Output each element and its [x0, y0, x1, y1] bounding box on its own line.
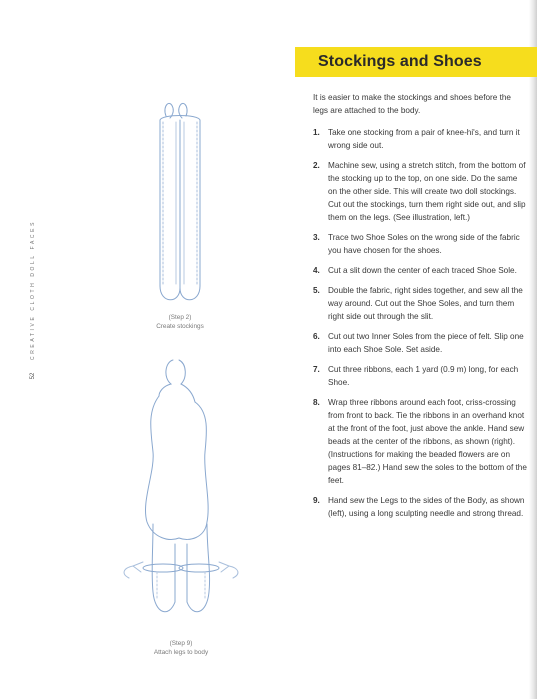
step-2: [313, 159, 528, 224]
page-number: 52: [30, 372, 36, 380]
body-legs-sketch: [113, 352, 248, 632]
step-9: [313, 494, 528, 520]
running-header-text: CREATIVE CLOTH DOLL FACES: [30, 219, 36, 361]
instruction-steps: [313, 126, 528, 527]
step-8: [313, 396, 528, 487]
stockings-step-label: (Step 2): [168, 314, 192, 321]
intro-paragraph: It is easier to make the stockings and shoes before the legs are attached to the body.: [313, 93, 511, 115]
body-legs-illustration: [113, 352, 248, 632]
step-4: [313, 264, 528, 277]
step-text: Cut out two Inner Soles from the piece of felt. Slip one into each Shoe Sole. Set aside.: [328, 332, 524, 354]
body-legs-caption: [126, 639, 236, 657]
step-text: Wrap three ribbons around each foot, criss-crossing from front to back. Tie the ribbons in an overhand knot at the front of the foot, just above the ankle. Hand sew beads at the center of the ribbons, as shown (right). (Instructions for making the beaded flowers are on pages 81–82.) Hand sew the soles to the bottom of the feet.: [328, 398, 527, 485]
body-legs-caption-text: Attach legs to body: [153, 649, 209, 656]
step-number: 8.: [313, 398, 320, 407]
stockings-caption-text: Create stockings: [156, 323, 204, 330]
step-number: 3.: [313, 233, 320, 242]
running-header: [27, 215, 39, 365]
step-1: [313, 126, 528, 152]
step-text: Cut a slit down the center of each traced Shoe Sole.: [328, 266, 517, 275]
step-6: [313, 330, 528, 356]
step-text: Hand sew the Legs to the sides of the Body, as shown (left), using a long sculpting needle and strong thread.: [328, 496, 525, 518]
step-5: [313, 284, 528, 323]
step-text: Cut three ribbons, each 1 yard (0.9 m) long, for each Shoe.: [328, 365, 519, 387]
step-number: 1.: [313, 128, 320, 137]
step-number: 4.: [313, 266, 320, 275]
page-edge-shadow: [529, 0, 537, 699]
section-title: Stockings and Shoes: [318, 53, 482, 70]
body-legs-step-label: (Step 9): [169, 640, 193, 647]
step-text: Take one stocking from a pair of knee-hi's, and turn it wrong side out.: [328, 128, 520, 150]
step-number: 7.: [313, 365, 320, 374]
step-number: 5.: [313, 286, 320, 295]
step-text: Double the fabric, right sides together, and sew all the way around. Cut out the Shoe Soles, and turn them right side out through the slit.: [328, 286, 523, 321]
stockings-sketch: [140, 98, 220, 310]
step-number: 2.: [313, 161, 320, 170]
stockings-caption: [130, 313, 230, 331]
stockings-illustration: [140, 98, 220, 310]
step-number: 6.: [313, 332, 320, 341]
step-text: Trace two Shoe Soles on the wrong side of the fabric you have chosen for the shoes.: [328, 233, 520, 255]
section-title-banner: [295, 47, 537, 77]
step-7: [313, 363, 528, 389]
step-number: 9.: [313, 496, 320, 505]
step-text: Machine sew, using a stretch stitch, from the bottom of the stocking up to the top, on one side. Do the same on the other side. This will create two doll stockings. Cut out the stockings, turn them right side out, and slip them on the legs. (See illustration, left.): [328, 161, 526, 222]
step-3: [313, 231, 528, 257]
